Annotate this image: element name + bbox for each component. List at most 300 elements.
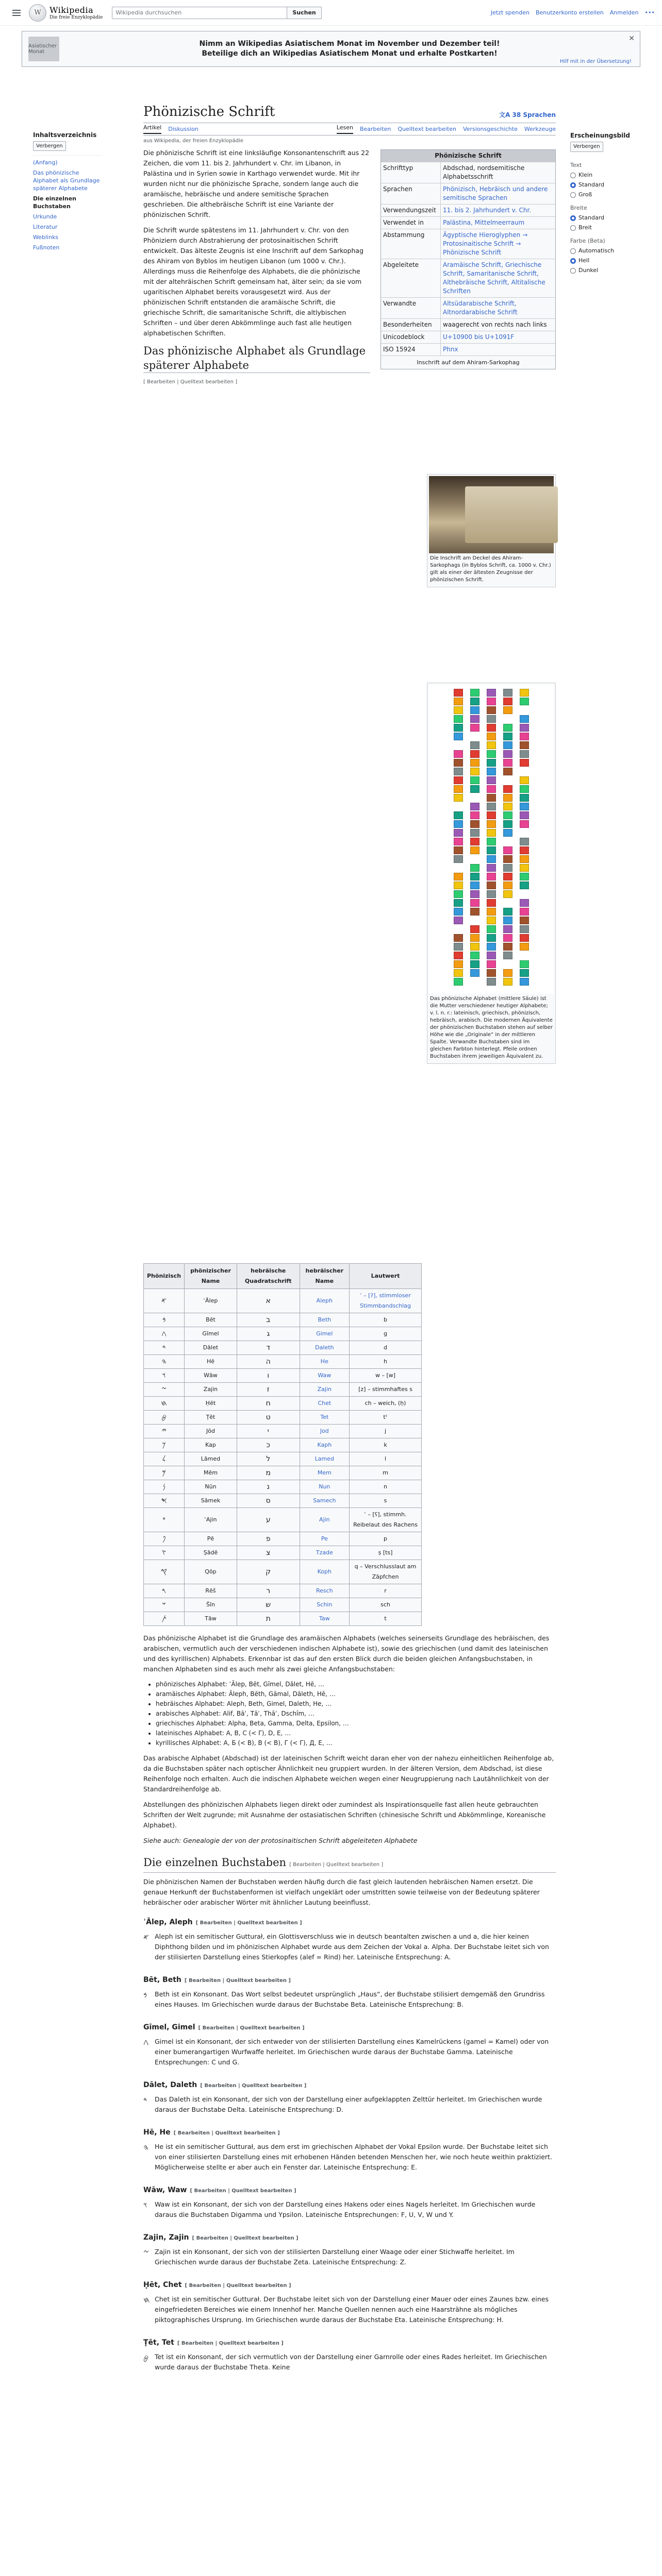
- edit-links[interactable]: [ Bearbeiten | Quelltext bearbeiten ]: [185, 2283, 291, 2289]
- alphabet-cell: [503, 803, 512, 810]
- edit-links[interactable]: [ Bearbeiten | Quelltext bearbeiten ]: [198, 2025, 305, 2031]
- alphabet-cell: [503, 855, 512, 863]
- infobox-value[interactable]: Aramäische Schrift, Griechische Schrift, Samaritanische Schrift, Althebräische Schrift, Altitalische Schriften: [440, 259, 555, 297]
- table-cell[interactable]: Koph: [300, 1560, 349, 1584]
- toc-title: Inhaltsverzeichnis: [33, 131, 97, 139]
- letter-heading: [143, 2185, 556, 2196]
- table-row: [144, 1584, 422, 1598]
- letter-glyph: 𐤀: [143, 1933, 150, 1942]
- toc-item[interactable]: Weblinks: [33, 234, 59, 241]
- alphabet-cell: [520, 978, 529, 986]
- letter-text: Waw ist ein Konsonant, der sich von der Darstellung eines Hakens oder eines Nagels herleitet. Im Griechischen wurde daraus die Buchstaben Digamma und Ypsilon. Lateinische Entsprechungen: F, U, V, W und Y.: [155, 2200, 536, 2218]
- table-cell: פ: [237, 1532, 300, 1546]
- alphabet-cell: [470, 811, 479, 819]
- letter-heading: [143, 1975, 556, 1986]
- alphabet-cell: [454, 750, 463, 758]
- alphabet-list-item: • arabisches Alphabet: Alif, Bāʾ, Tāʾ, Thāʾ, Dschīm, …: [156, 1709, 556, 1719]
- alphabet-cell: [487, 776, 496, 784]
- table-cell[interactable]: Taw: [300, 1612, 349, 1626]
- table-cell: Lāmed: [185, 1452, 237, 1466]
- table-row: [144, 1289, 422, 1313]
- alphabet-cell: [487, 785, 496, 793]
- alphabet-cell: [520, 934, 529, 942]
- letter-name: Bēt, Beth: [143, 1976, 181, 1984]
- table-row: [144, 1598, 422, 1612]
- alphabet-cell: [503, 811, 512, 819]
- table-row: [144, 1313, 422, 1327]
- table-row: [144, 1466, 422, 1480]
- see-also[interactable]: Siehe auch: Genealogie der von der protosinaitischen Schrift abgeleiteten Alphabete: [143, 1837, 418, 1844]
- alphabet-cell: [503, 908, 512, 916]
- infobox-key: Schrifttyp: [383, 164, 413, 172]
- table-row: [144, 1480, 422, 1494]
- infobox-value[interactable]: Ägyptische Hieroglyphen → Protosinaitische Schrift → Phönizische Schrift: [440, 229, 555, 259]
- appearance-option[interactable]: [570, 266, 645, 275]
- appearance-hide-button[interactable]: Verbergen: [570, 142, 603, 152]
- table-cell[interactable]: Nun: [300, 1480, 349, 1494]
- letter-name: Ḥēt, Chet: [143, 2281, 182, 2289]
- table-cell: 𐤅: [144, 1369, 185, 1383]
- radio-icon[interactable]: [570, 173, 576, 178]
- table-cell: l: [350, 1452, 422, 1466]
- table-header: Phönizisch: [144, 1264, 185, 1289]
- table-cell: Mēm: [185, 1466, 237, 1480]
- alphabet-cell: [487, 689, 496, 697]
- infobox-value[interactable]: Abdschad, nordsemitische Alphabetsschrift: [440, 162, 555, 183]
- tab-6[interactable]: Werkzeuge: [524, 126, 556, 132]
- search-button[interactable]: Suchen: [287, 7, 321, 19]
- alphabet-cell: [520, 715, 529, 723]
- table-cell: Hē: [185, 1355, 237, 1369]
- alphabet-cell: [454, 776, 463, 784]
- infobox-row: [381, 318, 555, 331]
- alphabet-cell: [487, 741, 496, 749]
- table-cell: 𐤆: [144, 1383, 185, 1397]
- alphabet-cell: [454, 846, 463, 854]
- table-cell: r: [350, 1584, 422, 1598]
- appearance-group-label: Text: [570, 162, 582, 168]
- alphabet-cell: [503, 733, 512, 740]
- alphabet-cell: [487, 811, 496, 819]
- toc-item[interactable]: Literatur: [33, 224, 58, 230]
- infobox-value[interactable]: U+10900 bis U+1091F: [440, 331, 555, 343]
- table-cell: ע: [237, 1508, 300, 1532]
- alphabet-cell: [470, 960, 479, 968]
- letter-text: Zajin ist ein Konsonant, der sich von der stilisierten Darstellung einer Waage oder einer Stichwaffe herleitet. Im Griechischen wurde daraus der Buchstabe Zeta. Lateinische Entsprechung: Z.: [155, 2248, 515, 2266]
- letter-row: [143, 1931, 556, 1965]
- toc-item[interactable]: Urkunde: [33, 213, 57, 220]
- edit-links[interactable]: [ Bearbeiten | Quelltext bearbeiten ]: [184, 1978, 291, 1984]
- alphabet-cell: [470, 820, 479, 828]
- table-cell: ק: [237, 1560, 300, 1584]
- edit-links[interactable]: [ Bearbeiten | Quelltext bearbeiten ]: [195, 1920, 302, 1926]
- tab-0[interactable]: Artikel: [143, 124, 161, 134]
- edit-links[interactable]: [ Bearbeiten | Quelltext bearbeiten ]: [177, 2341, 284, 2346]
- edit-links[interactable]: [ Bearbeiten | Quelltext bearbeiten ]: [173, 2130, 280, 2136]
- table-cell: q – Verschlusslaut am Zäpfchen: [350, 1560, 422, 1584]
- alphabet-cell: [487, 829, 496, 837]
- appearance-option[interactable]: [570, 257, 645, 265]
- toc-item[interactable]: Das phönizische Alphabet als Grundlage späterer Alphabete: [33, 170, 100, 192]
- table-cell[interactable]: Tzade: [300, 1546, 349, 1560]
- appearance-option[interactable]: [570, 247, 645, 255]
- table-row: [144, 1546, 422, 1560]
- table-cell[interactable]: Kaph: [300, 1438, 349, 1452]
- letter-text: Tet ist ein Konsonant, der sich vermutlich von der Darstellung einer Garnrolle oder eines Rades herleitet. Im Griechischen wurde daraus der Buchstabe Theta. Keine: [155, 2353, 547, 2371]
- table-cell: Kap: [185, 1438, 237, 1452]
- table-row: [144, 1532, 422, 1546]
- alphabet-cell: [520, 917, 529, 924]
- sarcophagus-figure: [427, 474, 556, 587]
- table-cell[interactable]: Beth: [300, 1313, 349, 1327]
- alphabet-cell: [520, 776, 529, 784]
- wikipedia-logo[interactable]: [29, 4, 103, 22]
- alphabet-cell: [470, 882, 479, 889]
- radio-icon[interactable]: [570, 248, 576, 254]
- alphabet-cell: [454, 706, 463, 714]
- table-cell: Dālet: [185, 1341, 237, 1355]
- letter-row: [143, 2142, 556, 2176]
- infobox-caption: Inschrift auf dem Ahiram-Sarkophag: [381, 355, 555, 369]
- alphabet-cell: [454, 873, 463, 880]
- appearance-option-label: Standard: [578, 214, 605, 221]
- table-cell[interactable]: Zajin: [300, 1383, 349, 1397]
- table-cell[interactable]: Pe: [300, 1532, 349, 1546]
- table-cell: 𐤂: [144, 1327, 185, 1341]
- table-cell: Qōp: [185, 1560, 237, 1584]
- appearance-title: Erscheinungsbild: [570, 132, 630, 139]
- alphabet-cell: [470, 864, 479, 872]
- alphabet-cell: [470, 934, 479, 942]
- table-cell[interactable]: Mem: [300, 1466, 349, 1480]
- sarcophagus-caption: Die Inschrift am Deckel des Ahiram-Sarkophags (in Byblos Schrift, ca. 1000 v. Chr.) gilt als einer der ältesten Zeugnisse der phönizischen Schrift.: [430, 555, 551, 583]
- appearance-group-label: Farbe (Beta): [570, 238, 605, 244]
- appearance-option[interactable]: [570, 181, 645, 189]
- table-cell[interactable]: Ajin: [300, 1508, 349, 1532]
- alphabet-cell: [520, 838, 529, 845]
- appearance-option[interactable]: [570, 214, 645, 222]
- infobox-row: [381, 162, 555, 183]
- tab-2[interactable]: Lesen: [337, 124, 353, 134]
- infobox-title: Phönizische Schrift: [381, 150, 555, 162]
- table-cell: 𐤋: [144, 1452, 185, 1466]
- infobox-value[interactable]: Palästina, Mittelmeerraum: [440, 217, 555, 229]
- table-cell: ל: [237, 1452, 300, 1466]
- sarcophagus-image[interactable]: [429, 476, 554, 553]
- table-cell: 𐤔: [144, 1598, 185, 1612]
- table-cell[interactable]: Daleth: [300, 1341, 349, 1355]
- alphabet-cell: [520, 882, 529, 889]
- table-cell: s: [350, 1494, 422, 1508]
- alphabet-cell: [487, 750, 496, 758]
- tab-4[interactable]: Quelltext bearbeiten: [398, 126, 456, 132]
- infobox-key: ISO 15924: [383, 346, 416, 353]
- table-cell: j: [350, 1425, 422, 1438]
- infobox-value[interactable]: Phnx: [440, 344, 555, 355]
- alphabet-cell: [503, 741, 512, 749]
- derivation-paragraph: Das phönizische Alphabet ist die Grundlage des aramäischen Alphabets (welches seinerseits Grundlage des hebräischen, des arabischen, vermutlich auch der verschiedenen indischen Alphabete ist), sowie des griechischen (und damit des lateinischen und des kyrillischen) Alphabets. Erkennbar ist das auf den ersten Blick durch die beiden gleichen Anfangsbuchstaben, in manchen Alphabeten sind es auch mehr als zwei gleiche Anfangsbuchstaben:: [143, 1634, 550, 1673]
- alphabet-cell: [454, 917, 463, 924]
- letter-name: Wāw, Waw: [143, 2186, 187, 2194]
- alphabet-cell: [487, 917, 496, 924]
- infobox-value[interactable]: Altsüdarabische Schrift, Altnordarabische Schrift: [440, 298, 555, 318]
- tagline: Die freie Enzyklopädie: [49, 15, 103, 20]
- alphabet-cell: [520, 759, 529, 767]
- table-cell: Ṣādē: [185, 1546, 237, 1560]
- alphabet-cell: [470, 829, 479, 837]
- login-link[interactable]: Anmelden: [609, 9, 639, 16]
- alphabet-cell: [454, 969, 463, 977]
- close-icon[interactable]: ✕: [628, 35, 635, 43]
- table-cell: sch: [350, 1598, 422, 1612]
- infobox-value[interactable]: waagerecht von rechts nach links: [440, 319, 555, 331]
- alphabet-cell: [503, 698, 512, 705]
- table-cell[interactable]: Resch: [300, 1584, 349, 1598]
- table-cell: 𐤈: [144, 1411, 185, 1425]
- letter-heading: [143, 2022, 556, 2033]
- table-cell: ר: [237, 1584, 300, 1598]
- table-cell: 𐤀: [144, 1289, 185, 1313]
- table-cell: ʿ – [ʕ], stimmh. Reibelaut des Rachens: [350, 1508, 422, 1532]
- alphabet-cell: [454, 724, 463, 732]
- letter-heading: [143, 2080, 556, 2091]
- radio-icon[interactable]: [570, 268, 576, 274]
- letter-name: Gīmel, Gimel: [143, 2023, 195, 2031]
- menu-icon[interactable]: [12, 10, 21, 16]
- alphabet-cell: [503, 759, 512, 767]
- alphabet-cell: [454, 908, 463, 916]
- table-cell[interactable]: Lamed: [300, 1452, 349, 1466]
- alphabet-cell: [503, 925, 512, 933]
- table-cell[interactable]: He: [300, 1355, 349, 1369]
- letter-name: Ṭēt, Tet: [143, 2338, 174, 2347]
- table-cell[interactable]: Waw: [300, 1369, 349, 1383]
- source-line: aus Wikipedia, der freien Enzyklopädie: [143, 138, 244, 144]
- table-cell: ʿAjin: [185, 1508, 237, 1532]
- infobox-row: [381, 216, 555, 229]
- alphabet-cell: [454, 759, 463, 767]
- alphabet-cell: [487, 978, 496, 986]
- edit-links[interactable]: [ Bearbeiten | Quelltext bearbeiten ]: [200, 2083, 307, 2089]
- article: [143, 103, 556, 2376]
- toc-hide-button[interactable]: Verbergen: [33, 141, 66, 151]
- table-cell: Tāw: [185, 1612, 237, 1626]
- alphabet-cell: [503, 846, 512, 854]
- letter-row: [143, 2294, 556, 2328]
- table-cell: Nūn: [185, 1480, 237, 1494]
- alphabet-list-item: • phönizisches Alphabet: ʾĀlep, Bēt, Gīmel, Dālet, Hē, …: [156, 1680, 556, 1689]
- derived-scripts-paragraph: Abstellungen des phönizischen Alphabets liegen direkt oder zumindest als Inspirationsquelle fast allen heute gebrauchten Schriften der Welt zugrunde; mit Ausnahme der ostasiatischen Schriften (chinesische Schrift und Abkömmlinge, Koreanische Alphabet).: [143, 1801, 546, 1829]
- table-cell: 𐤉: [144, 1425, 185, 1438]
- infobox-value[interactable]: Phönizisch, Hebräisch und andere semitische Sprachen: [440, 183, 555, 204]
- alphabet-cell: [470, 899, 479, 907]
- table-cell: d: [350, 1341, 422, 1355]
- table-cell: Ḥēt: [185, 1397, 237, 1411]
- appearance-option[interactable]: [570, 191, 645, 199]
- alphabet-cell: [503, 785, 512, 793]
- letter-name: Hē, He: [143, 2128, 171, 2137]
- alphabet-cell: [487, 759, 496, 767]
- alphabet-cell: [454, 952, 463, 959]
- table-cell: ס: [237, 1494, 300, 1508]
- alphabet-cell: [503, 794, 512, 802]
- tab-1[interactable]: Diskussion: [168, 126, 198, 132]
- banner-line-1[interactable]: Nimm an Wikipedias Asiatischem Monat im November und Dezember teil!: [199, 40, 500, 48]
- table-cell: ח: [237, 1397, 300, 1411]
- appearance-option-label: Hell: [578, 257, 590, 264]
- table-cell: ʾĀlep: [185, 1289, 237, 1313]
- alphabet-cell: [520, 750, 529, 758]
- alphabet-cell: [470, 706, 479, 714]
- asian-month-icon: Asiatischer Monat: [28, 37, 59, 61]
- table-cell: כ: [237, 1438, 300, 1452]
- table-cell[interactable]: Tet: [300, 1411, 349, 1425]
- table-cell: ד: [237, 1341, 300, 1355]
- alphabet-cell: [470, 969, 479, 977]
- alphabet-list-item: • kyrillisches Alphabet: А, Б (< Β), В (< Β), Г (< Γ), Д, Е, …: [156, 1738, 556, 1748]
- tab-5[interactable]: Versionsgeschichte: [463, 126, 518, 132]
- alphabet-cell: [520, 811, 529, 819]
- table-cell: ו: [237, 1369, 300, 1383]
- alphabet-cell: [487, 943, 496, 951]
- alphabet-cell: [520, 925, 529, 933]
- table-cell: 𐤁: [144, 1313, 185, 1327]
- table-cell: ch – weich, (ḥ): [350, 1397, 422, 1411]
- alphabet-cell: [454, 882, 463, 889]
- radio-icon[interactable]: [570, 225, 576, 231]
- table-of-contents: [33, 131, 103, 254]
- alphabet-cell: [503, 829, 512, 837]
- appearance-group-label: Breite: [570, 205, 587, 211]
- letter-glyph: 𐤈: [143, 2353, 148, 2362]
- alphabet-cell: [454, 733, 463, 740]
- table-cell[interactable]: Chet: [300, 1397, 349, 1411]
- alphabet-cell: [454, 689, 463, 697]
- radio-icon[interactable]: [570, 182, 576, 188]
- table-cell: ה: [237, 1355, 300, 1369]
- alphabet-cell: [520, 960, 529, 968]
- alphabet-cell: [503, 934, 512, 942]
- language-label: 38 Sprachen: [512, 111, 556, 118]
- alphabet-list-item: • hebräisches Alphabet: Aleph, Beth, Gimel, Daleth, He, …: [156, 1699, 556, 1709]
- alphabet-cell: [470, 759, 479, 767]
- edit-links[interactable]: [ Bearbeiten | Quelltext bearbeiten ]: [190, 2188, 296, 2194]
- alphabet-cell: [520, 873, 529, 880]
- alphabet-cell: [470, 908, 479, 916]
- language-button[interactable]: 文A 38 Sprachen: [499, 111, 556, 118]
- alphabet-cell: [454, 829, 463, 837]
- table-cell[interactable]: Samech: [300, 1494, 349, 1508]
- alphabet-cell: [487, 698, 496, 705]
- create-account-link[interactable]: Benutzerkonto erstellen: [535, 9, 604, 16]
- tab-3[interactable]: Bearbeiten: [359, 126, 391, 132]
- appearance-option-label: Dunkel: [578, 267, 599, 274]
- table-cell: h: [350, 1355, 422, 1369]
- alphabet-cell: [487, 969, 496, 977]
- table-cell[interactable]: Schin: [300, 1598, 349, 1612]
- history-paragraph: Die Schrift wurde spätestens im 11. Jahrhundert v. Chr. von den Phöniziern durch Abstrahierung der protosinaitischen Schrift entwickelt. Das älteste Zeugnis ist eine Inschrift auf dem Sarkophag des Ahiram von Byblos im heutigen Libanon (um 1000 v. Chr.). Allerdings muss die Reihenfolge des Alphabets, die die phönizische mit der altehräischen Schrift gemeinsam hat, älter sein; da sie vom ugaritischen Alphabet bereits vorausgesetzt wird. Aus der phönizischen Schrift entstanden die aramäische Schrift, die griechische Schrift, die samaritanische Schrift, die altlybischen Schriften – und über deren Abkömmlinge auch fast alle heutigen alphabetischen Schriften.: [143, 226, 364, 337]
- letter-text: He ist ein semitischer Gutturał, aus dem erst im griechischen Alphabet der Vokal Epsilon wurde. Der Buchstabe leitet sich von einer stilisierten Darstellung eines mit erhobenen Händen betenden Menschen her, wie noch heute weithin praktiziert. Möglicherweise stellte er aber auch ein Fenster dar. Lateinische Entsprechung: E.: [155, 2143, 552, 2171]
- alphabet-cell: [470, 776, 479, 784]
- table-cell: 𐤒: [144, 1560, 185, 1584]
- alphabet-cell: [470, 943, 479, 951]
- alphabet-comparison-image[interactable]: [429, 685, 554, 994]
- letter-heading: [143, 2337, 556, 2349]
- alphabet-cell: [520, 724, 529, 732]
- letter-row: [143, 2247, 556, 2270]
- appearance-option-label: Klein: [578, 172, 593, 178]
- letter-row: [143, 2037, 556, 2071]
- table-cell: p: [350, 1532, 422, 1546]
- appearance-option-label: Groß: [578, 191, 592, 198]
- table-row: [144, 1411, 422, 1425]
- table-cell: 𐤕: [144, 1612, 185, 1626]
- alphabet-cell: [454, 943, 463, 951]
- alphabet-cell: [503, 689, 512, 697]
- toc-item[interactable]: (Anfang): [33, 159, 58, 166]
- alphabet-cell: [470, 890, 479, 898]
- table-cell[interactable]: Aleph: [300, 1289, 349, 1313]
- table-cell: 𐤊: [144, 1438, 185, 1452]
- table-cell: b: [350, 1313, 422, 1327]
- infobox-key: Besonderheiten: [383, 321, 432, 328]
- search-input[interactable]: [112, 7, 287, 19]
- radio-icon[interactable]: [570, 215, 576, 221]
- infobox-key: Verwendet in: [383, 219, 424, 226]
- table-cell[interactable]: Gimel: [300, 1327, 349, 1341]
- table-cell: ṣ [ts]: [350, 1546, 422, 1560]
- more-menu[interactable]: •••: [644, 9, 655, 16]
- table-header: Lautwert: [350, 1264, 422, 1289]
- table-cell[interactable]: Jod: [300, 1425, 349, 1438]
- edit-links[interactable]: [ Bearbeiten | Quelltext bearbeiten ]: [143, 379, 238, 385]
- appearance-option[interactable]: [570, 224, 645, 232]
- donate-link[interactable]: Jetzt spenden: [490, 9, 529, 16]
- table-cell: 𐤓: [144, 1584, 185, 1598]
- alphabet-cell: [520, 899, 529, 907]
- appearance-option[interactable]: [570, 171, 645, 179]
- alphabet-cell: [487, 715, 496, 723]
- alphabet-cell: [520, 794, 529, 802]
- table-cell: Ṭēt: [185, 1411, 237, 1425]
- letter-glyph: 𐤆: [143, 2248, 149, 2257]
- infobox-row: [381, 183, 555, 204]
- table-row: [144, 1438, 422, 1452]
- table-cell: Zajin: [185, 1383, 237, 1397]
- alphabet-cell: [470, 952, 479, 959]
- edit-links[interactable]: [ Bearbeiten | Quelltext bearbeiten ]: [289, 1862, 384, 1868]
- infobox-value[interactable]: 11. bis 2. Jahrhundert v. Chr.: [440, 205, 555, 216]
- banner-line-2[interactable]: Beteilige dich an Wikipedias Asiatischem Monat und erhalte Postkarten!: [202, 49, 498, 58]
- radio-icon[interactable]: [570, 258, 576, 264]
- alphabet-cell: [520, 689, 529, 697]
- translate-link[interactable]: Hilf mit in der Übersetzung!: [560, 59, 632, 64]
- letter-text: Gimel ist ein Konsonant, der sich entweder von der stilisierten Darstellung eines Kamelrückens (gamel = Kamel) oder von einer bumerangartigen Wurfwaffe herleitet. Im Griechischen wurde daraus der Buchstabe Gamma. Lateinische Entsprechungen: C und G.: [155, 2038, 549, 2066]
- alphabet-cell: [470, 741, 479, 749]
- infobox-row: [381, 229, 555, 259]
- table-cell: ת: [237, 1612, 300, 1626]
- toc-item[interactable]: Die einzelnen Buchstaben: [33, 195, 77, 210]
- alphabet-cell: [487, 733, 496, 740]
- table-cell: ש: [237, 1598, 300, 1612]
- radio-icon[interactable]: [570, 192, 576, 198]
- letter-row: [143, 2352, 556, 2376]
- alphabet-cell: [487, 768, 496, 775]
- edit-links[interactable]: [ Bearbeiten | Quelltext bearbeiten ]: [192, 2235, 299, 2241]
- alphabet-cell: [470, 715, 479, 723]
- alphabet-cell: [487, 934, 496, 942]
- toc-item[interactable]: Fußnoten: [33, 244, 60, 251]
